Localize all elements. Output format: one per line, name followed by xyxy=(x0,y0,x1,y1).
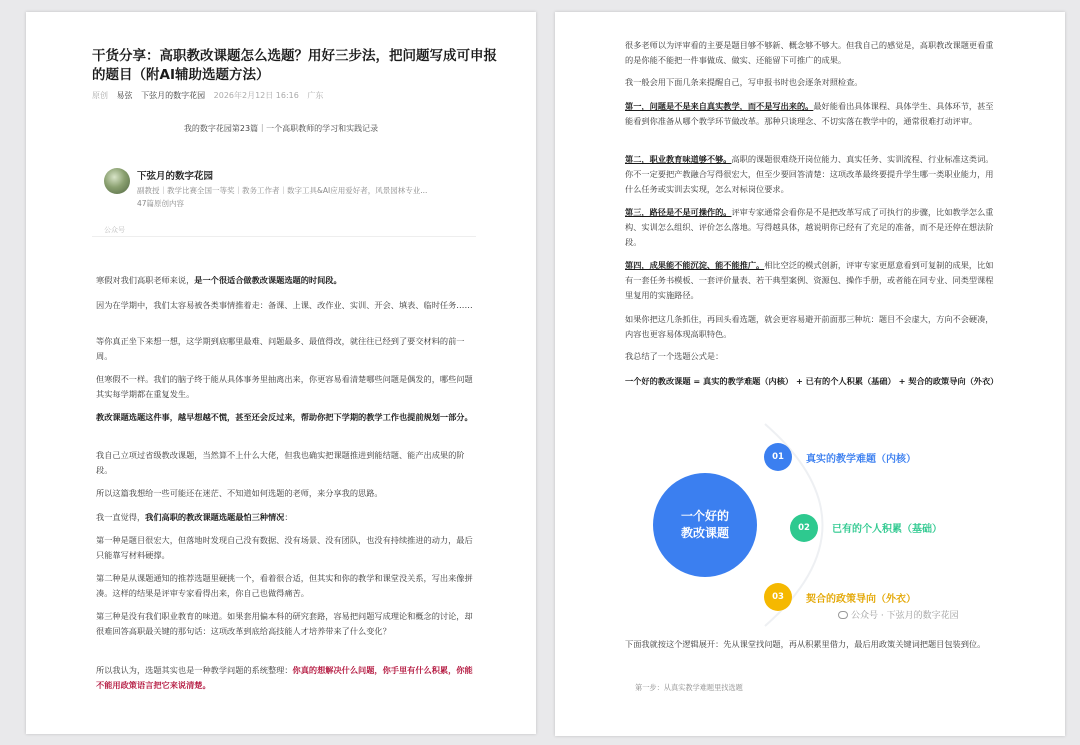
publish-datetime: 2026年2月12日 16:16 xyxy=(213,91,299,100)
criterion-1: 第一，问题是不是来自真实教学，而不是写出来的。最好能看出具体课程、具体学生、具体环节，甚至能看到你准备从哪个教学环节做改革。那种只谈理念、不切实落在教学中的，通常很难打动评审。 xyxy=(625,101,994,126)
article-title: 干货分享：高职教改课题怎么选题？用好三步法，把问题写成可申报的题目（附AI辅助选题方法） xyxy=(92,48,497,83)
wechat-icon xyxy=(838,611,848,619)
account-card-type: 公众号 xyxy=(104,226,125,234)
paragraph: 下面我就按这个逻辑展开：先从课堂找问题，再从积累里借力，最后用政策关键词把题目包装到位。 xyxy=(625,639,986,649)
watermark: 公众号 · 下弦月的数字花园 xyxy=(838,608,959,621)
paragraph: 等你真正坐下来想一想，这学期到底哪里最难、问题最多、最值得改，就往往已经到了要交材料的前一周。 xyxy=(96,336,465,361)
original-tag: 原创 xyxy=(92,91,108,100)
account-card-name: 下弦月的数字花园 xyxy=(137,171,214,182)
item-label-03: 契合的政策导向（外衣） xyxy=(806,594,916,605)
paragraph: 寒假对我们高职老师来说，是一个很适合做教改课题选题的时间段。 xyxy=(96,275,342,285)
paragraph: 所以这篇我想给一些可能还在迷茫、不知道如何选题的老师，来分享我的思路。 xyxy=(96,488,383,498)
account-card-description: 副教授｜教学比赛全国一等奖｜教务工作者｜数字工具&AI应用爱好者，风景园林专业... xyxy=(137,186,428,195)
paragraph: 第一种是题目很宏大，但落地时发现自己没有数据、没有场景、没有团队，也没有持续推进的动力，最后只能靠写材料硬撑。 xyxy=(96,535,473,560)
item-label-02: 已有的个人积累（基础） xyxy=(832,524,942,535)
article-meta xyxy=(92,90,323,101)
article-page-right xyxy=(555,12,1065,736)
criterion-4: 第四，成果能不能沉淀、能不能推广。相比空泛的模式创新，评审专家更愿意看到可复制的成果，比如有一套任务书模板、一套评价量表、若干典型案例、资源包、操作手册，或者能在同专业、同类型课程里复用的实施路径。 xyxy=(625,260,994,300)
paragraph: 我总结了一个选题公式是： xyxy=(625,351,724,361)
paragraph: 如果你把这几条抓住，再回头看选题，就会更容易避开前面那三种坑：题目不会虚大，方向不会硬凑，内容也更容易体现高职特色。 xyxy=(625,314,994,339)
paragraph-bold: 教改课题选题这件事，越早想越不慌，甚至还会反过来，帮助你把下学期的教学工作也提前规划一部分。 xyxy=(96,412,473,422)
formula-text: 一个好的教改课题 = 真实的教学难题（内核） + 已有的个人积累（基础） + 契合的政策导向（外衣） xyxy=(625,376,999,386)
account-card-count: 47篇原创内容 xyxy=(137,199,185,208)
paragraph: 第三种是没有我们职业教育的味道。如果套用偏本科的研究套路，容易把问题写成理论和概念的讨论，却很难回答高职最关键的那句话：这项改革到底给高技能人才培养带来了什么变化？ xyxy=(96,611,473,636)
author-name[interactable]: 易弦 xyxy=(116,91,133,100)
account-card[interactable] xyxy=(92,152,476,237)
account-link[interactable]: 下弦月的数字花园 xyxy=(141,91,206,100)
series-caption: 我的数字花园第23篇｜一个高职教师的学习和实践记录 xyxy=(183,124,379,133)
formula-diagram xyxy=(635,412,995,627)
criterion-3: 第三，路径是不是可操作的。评审专家通常会看你是不是把改革写成了可执行的步骤，比如教学怎么重构、实训怎么组织、评价怎么落地。写得越具体，越说明你已经有了充足的准备，而不是还停在想法阶段。 xyxy=(625,207,994,247)
item-label-01: 真实的教学难题（内核） xyxy=(806,454,916,465)
step-caption: 第一步：从真实教学难题里找选题 xyxy=(635,683,743,692)
item-number-02: 02 xyxy=(790,514,818,542)
paragraph: 因为在学期中，我们太容易被各类事情推着走：备课、上课、改作业、实训、开会、填表、临时任务…… xyxy=(96,300,473,310)
avatar xyxy=(104,168,130,194)
paragraph: 我一直觉得，我们高职的教改课题选题最怕三种情况： xyxy=(96,512,293,522)
article-page-left xyxy=(26,12,536,734)
paragraph: 但寒假不一样。我们的脑子终于能从具体事务里抽离出来，你更容易看清楚哪些问题是偶发的，哪些问题其实每学期都在重复发生。 xyxy=(96,374,473,399)
publish-location: 广东 xyxy=(307,91,324,100)
item-number-01: 01 xyxy=(764,443,792,471)
paragraph: 很多老师以为评审看的主要是题目够不够新、概念够不够大。但我自己的感觉是，高职教改课题更看重的是你能不能把一件事做成、做实、还能留下可推广的成果。 xyxy=(625,40,994,65)
item-number-03: 03 xyxy=(764,583,792,611)
paragraph: 我一般会用下面几条来提醒自己，写申报书时也会逐条对照检查。 xyxy=(625,77,863,87)
paragraph: 第二种是从课题通知的推荐选题里硬挑一个，看着很合适，但其实和你的教学和课堂没关系，写出来像拼凑。这样的结果是评审专家看得出来，你自己也做得痛苦。 xyxy=(96,573,473,598)
criterion-2: 第二，职业教育味道够不够。高职的课题很难绕开岗位能力、真实任务、实训流程、行业标准这类词。你不一定要把产教融合写得很宏大，但至少要回答清楚：这项改革最终要提升学生哪一类职业能力，用什么任务或实训去实现，怎么对标岗位要求。 xyxy=(625,154,994,194)
paragraph: 所以我认为，选题其实也是一种教学问题的系统整理：你真的想解决什么问题，你手里有什么积累，你能不能用政策语言把它来说清楚。 xyxy=(96,665,473,690)
center-circle: 一个好的 教改课题 xyxy=(653,473,757,577)
paragraph: 我自己立项过省级教改课题，当然算不上什么大佬，但我也确实把课题推进到能结题、能产出成果的阶段。 xyxy=(96,450,465,475)
